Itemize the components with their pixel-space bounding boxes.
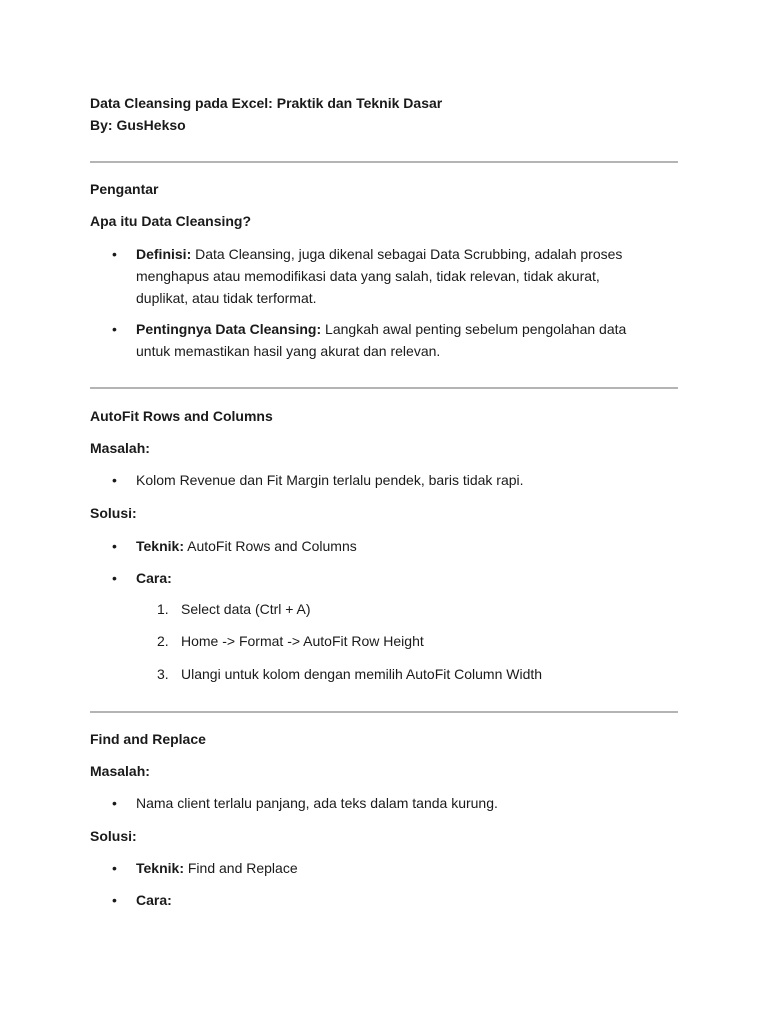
list-item: • Teknik: AutoFit Rows and Columns <box>112 535 652 557</box>
divider-1 <box>90 161 678 163</box>
divider-2 <box>90 387 678 389</box>
bullet-icon: • <box>112 892 117 908</box>
bullet-icon: • <box>112 860 117 876</box>
bullet-icon: • <box>112 570 117 586</box>
numbered-step: 1. Select data (Ctrl + A) <box>157 601 311 617</box>
bullet-icon: • <box>112 246 117 262</box>
divider-3 <box>90 711 678 713</box>
bullet-icon: • <box>112 795 117 811</box>
solution-label: Solusi: <box>90 828 137 844</box>
problem-label: Masalah: <box>90 440 150 456</box>
bullet-icon: • <box>112 538 117 554</box>
document-author: By: GusHekso <box>90 117 186 133</box>
document-title: Data Cleansing pada Excel: Praktik dan Teknik Dasar <box>90 95 443 111</box>
section-heading-find-replace: Find and Replace <box>90 731 206 747</box>
solution-label: Solusi: <box>90 505 137 521</box>
intro-question: Apa itu Data Cleansing? <box>90 213 252 229</box>
section-heading-intro: Pengantar <box>90 181 159 197</box>
list-item: • Kolom Revenue dan Fit Margin terlalu pendek, baris tidak rapi. <box>112 469 652 491</box>
list-item: • Teknik: Find and Replace <box>112 857 652 879</box>
list-item: • Cara: <box>112 567 652 589</box>
list-item: • Nama client terlalu panjang, ada teks dalam tanda kurung. <box>112 792 652 814</box>
list-item: • Definisi: Data Cleansing, juga dikenal sebagai Data Scrubbing, adalah proses menghapus atau memodifikasi data yang salah, tidak relevan, tidak akurat, duplikat, atau tidak terformat. <box>112 243 652 309</box>
section-heading-autofit: AutoFit Rows and Columns <box>90 408 273 424</box>
list-item: • Pentingnya Data Cleansing: Langkah awal penting sebelum pengolahan data untuk memastikan hasil yang akurat dan relevan. <box>112 318 652 362</box>
bullet-icon: • <box>112 321 117 337</box>
numbered-step: 2. Home -> Format -> AutoFit Row Height <box>157 633 424 649</box>
numbered-step: 3. Ulangi untuk kolom dengan memilih AutoFit Column Width <box>157 666 543 682</box>
title-block <box>90 92 442 136</box>
bullet-icon: • <box>112 472 117 488</box>
problem-label: Masalah: <box>90 763 150 779</box>
list-item: • Cara: <box>112 889 652 911</box>
